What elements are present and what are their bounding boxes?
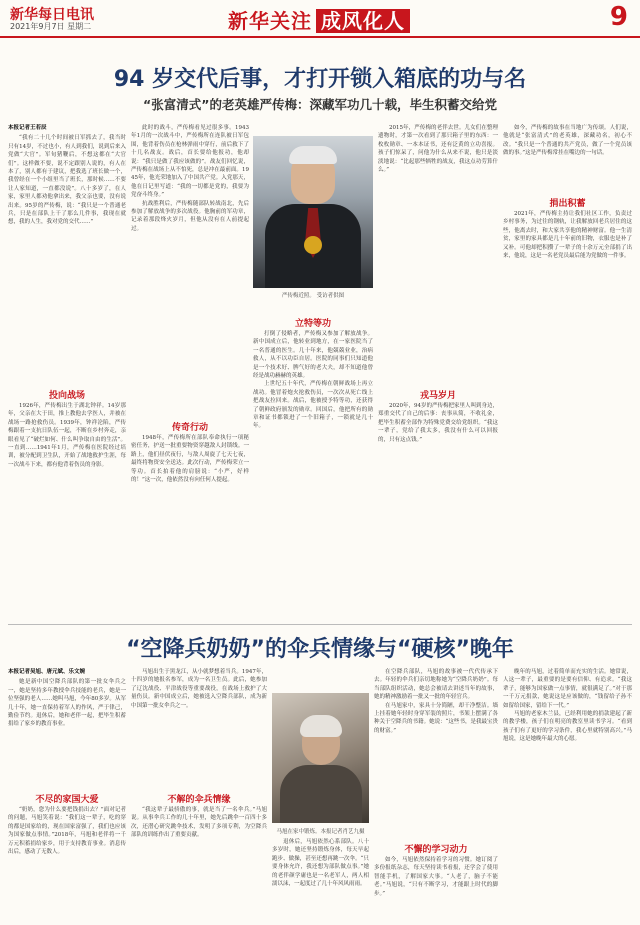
article2-section3-title: 不懈的学习动力 bbox=[404, 845, 468, 855]
article1-col5 bbox=[503, 210, 632, 620]
column-name: 成风化人 bbox=[316, 9, 410, 33]
article1-col5a bbox=[503, 124, 632, 190]
article1-col2 bbox=[131, 124, 249, 409]
article2-col1 bbox=[8, 668, 126, 788]
article1-section5-title: 捐出积蓄 bbox=[549, 199, 586, 209]
article1-col1-text: “我有二十几个时间被日军抓去了，我当时只有14岁，不过也小，有人到我们，说到后来入党做“大官”。军旬猪鞭后，不想这都在“大官们”。这样做不要，说不定跟别人说的，有人在本了，别人都有于建议，把我选了班长做一个，我曾经在一个小组里当了班长，那时候……不要让人家知道，一直都没说”。八十多岁了，在人家，家里人都劝他拿出来，我父亲也要，没有说出来。95岁的严传梅，说：“我只是一个普通老兵，只是在部队上干了那么几件事，我现在就想，我的人生，我对党的交代……” bbox=[8, 135, 126, 226]
article1-col4b bbox=[378, 402, 498, 620]
article2-section1-title: 不尽的家国大爱 bbox=[35, 795, 99, 805]
article1-col2b-text: 1948年，严传梅所在部队奉命执行一项秘密任务，护送一批重要物资穿越敌人封锁线。一路上，他们昼伏夜行，与敌人周旋了七天七夜，最终将物资安全送达。此次行动，严传梅荣立一等功。首长拍着他的肩膀说：“小严，好样的！”这一次，他依然没有向任何人提起。 bbox=[131, 435, 249, 484]
article1-col1 bbox=[8, 124, 126, 382]
article2-col1b-text: “奶奶，您为什么要把钱捐出去？”面对记者的问题，马旭笑着说：“我们这一辈子，吃的穿的都是国家给的，现在国家富强了，我们也应该为国家做点事情。”2018年，马旭和老伴将一千万元积蓄捐给家乡，用于支持教育事业。消息传出后，感动了无数人。 bbox=[8, 807, 126, 856]
article1-col5-p2: 如今，严传梅的故事在当地广为传颂。人们说，他就是“张富清式”的老英雄，深藏功名，初心不改。“我只是一个普通的共产党员，做了一个党员该做的事。”这是严传梅常挂在嘴边的一句话。 bbox=[503, 125, 632, 157]
article2-col2b-text: “我这辈子最骄傲的事，就是当了一名伞兵。”马旭说。从事伞兵工作的几十年里，她先后跳伞一百四十多次，还潜心研究跳伞技术，发明了多项专利，为空降兵部队的训练作出了重要贡献。 bbox=[131, 807, 267, 839]
article1-col4-text: 2015年，严传梅的老伴去世。儿女们在整理遗物时，才第一次看到了那只箱子里的东西：一枚枚勋章、一本本证书，还有泛黄的立功喜报。孩子们惊呆了，问他为什么从来不说，他只是淡淡地说：“比起那些牺牲的战友，我这点功劳算什么。” bbox=[378, 125, 498, 174]
article1-col3b-text: 上世纪五十年代，严传梅在朝鲜战场上再立战功。他冒着炮火抢救伤员，一次次从死亡线上把战友拉回来。战后，他被授予特等功，还获得了朝鲜政府颁发的勋章。回国后，他把所有的勋章和证书都锁进了一个旧箱子，一锁就是几十年。 bbox=[253, 381, 373, 430]
article1-col3-text: 打倒了侵略者，严传梅又参加了解放战争。新中国成立后，他转业到地方，在一家医院当了一名普通的医生。几十年来，他兢兢业业，治病救人，从不以功臣自居。医院的同事们只知道他是一个技术好、脾气好的老大夫，却不知道他曾经是战功赫赫的英雄。 bbox=[253, 331, 373, 380]
article2-col5-text: 晚年的马旭，过着简单而充实的生活。她常说，人这一辈子，最重要的是要有信仰、有追求。“我这辈子，能够为国家做一点事情，就很满足了。”对于那一千万元捐款，她说这是应该做的，“钱留给子孙不如留给国家，留给下一代。” bbox=[503, 669, 632, 709]
section-name: 新华关注 bbox=[228, 9, 312, 33]
article1-col2-text: 此时的战斗，严传梅看见过很多事。1943年1月的一次战斗中，严传梅所在连队被日军包围，他背着伤员在枪林弹雨中穿行，前后救下了十几名战友。战后，首长要给他报功，他却说：“我只是做了我应该做的”。战友们回忆说，严传梅在战场上从不怕死，总是冲在最前面。1945年，他光荣地加入了中国共产党。入党那天，他在日记里写道：“我的一切都是党的，我要为党奋斗终身。” bbox=[131, 125, 249, 199]
article1-section4-title: 戎马岁月 bbox=[419, 391, 456, 401]
article2-col3-text: 退休后，马旭依然心系部队。八十多岁时，她还坚持锻炼身体，每天早起跑步、做操，甚至还想再跳一次伞。“只要身体允许，我还想为部队做点事。”她的老伴颜学庸也是一名老军人，两人相濡以沫，一起度过了几十年风风雨雨。 bbox=[272, 839, 369, 888]
article2-headline: “空降兵奶奶”的伞兵情缘与“硬核”晚年 bbox=[126, 637, 514, 662]
article2-col1-text: 她是新中国空降兵部队的第一批女伞兵之一，她是坚持多年教授伞兵技能的老兵，她是一位坚强的老人……她叫马旭，今年80多岁。从军几十年，她一直保持着军人的作风，严于律己，勤俭节约。退休后，她和老伴一起，把毕生积蓄捐给了家乡的教育事业。 bbox=[8, 679, 126, 728]
article1-col4-p2: 2020年，94岁的严传梅把家里人叫到身边，郑重交代了自己的后事：丧事从简，不收礼金，把毕生积蓄全部作为特殊党费交给党组织。“我这一辈子，党给了我太多，我没有什么可以回报的，只有这点钱。” bbox=[378, 403, 498, 443]
section-title bbox=[228, 5, 410, 34]
article2-col2-text: 马旭出生于黑龙江，从小就梦想着当兵。1947年，十四岁的她报名参军，成为一名卫生员。此后，她参加了辽沈战役、平津战役等重要战役，在战场上救护了大量伤员。新中国成立后，她被选入空降兵部队，成为新中国第一批女伞兵之一。 bbox=[131, 669, 267, 709]
article1-photo-caption: 严传梅近照。 受访者供图 bbox=[281, 293, 345, 299]
medal-icon bbox=[304, 236, 322, 254]
article2-col2 bbox=[131, 668, 267, 786]
article1-section1-title: 投向战场 bbox=[48, 391, 85, 401]
portrait-photo-2 bbox=[272, 693, 369, 823]
article2-section2-title: 不解的伞兵情缘 bbox=[167, 795, 231, 805]
issue-date: 2021年9月7日 星期二 bbox=[10, 22, 92, 31]
section-divider bbox=[8, 624, 632, 625]
article2-col2b bbox=[131, 806, 267, 918]
article1-byline: 本报记者王若辰 bbox=[8, 125, 47, 131]
article2-col4 bbox=[374, 668, 498, 838]
article2-col5 bbox=[503, 668, 632, 918]
newspaper-brand: 新华每日电讯 bbox=[10, 7, 94, 23]
article2-col4-text: 在空降兵部队，马旭的故事被一代代传承下去。年轻的伞兵们亲切地称她为“空降兵奶奶”。每当部队组织活动，她总会被请去讲述当年的故事，她的精神激励着一批又一批的年轻官兵。 bbox=[374, 669, 498, 701]
article1-headline: 94 岁交代后事，才打开锁入箱底的功与名 bbox=[113, 67, 527, 92]
article1-subhead: “张富清式”的老英雄严传梅：深藏军功几十载，毕生积蓄交给党 bbox=[143, 97, 497, 112]
article2-col1b bbox=[8, 806, 126, 918]
article2-col3-p2: 在马旭家中，家具十分简陋，却干净整洁。墙上挂着她年轻时身穿军装的照片，书架上摆满了各种关于空降兵的书籍。她说：“这些书，是我最宝贵的财富。” bbox=[374, 702, 498, 734]
article2-byline: 本报记者吴旭、唐元斌、乐文婉 bbox=[8, 669, 86, 675]
article1-col5-text: 2021年，严传梅主持让我们社区工作，负责过乡村事务，为过往的钢轨，让我解放回老兵居住的这些，他离去时，和大家共享他的精神财富。他一生清贫，家里的家具都是几十年前的旧物，衣服也是补了又补。可他却把积攒了一辈子的十余万元全部捐了出来，他说，这是一名老党员最后能为党做的一件事。 bbox=[503, 211, 632, 260]
portrait-photo bbox=[253, 136, 373, 288]
article2-col4b-text: 如今，马旭依然保持着学习的习惯。她订阅了多份报纸杂志，每天坚持读书看报，还学会了使用智能手机，了解国家大事。“人老了，脑子不能老。”马旭说，“只有不断学习，才能跟上时代的脚步。” bbox=[374, 857, 498, 897]
article1-col2-p2: 抗战胜利后，严传梅随部队转战南北，先后参加了解放战争的多次战役。他胸前的军功章，记录着那段烽火岁月，但他从没有在人前提起过。 bbox=[131, 200, 249, 232]
article2-col5-p2: 马旭的老家木兰县，已经利用她的捐款建起了新的教学楼，孩子们在明亮的教室里读书学习。“看到孩子们有了更好的学习条件，我心里就特别高兴。”马旭说，这是她晚年最大的心愿。 bbox=[503, 711, 632, 743]
article1-section2-title: 传奇行动 bbox=[171, 423, 208, 433]
article2-photo-caption: 马旭在家中锻炼。本报记者肖艺九摄 bbox=[276, 829, 365, 835]
article1-col1b-text: 1926年，严传梅出生于湖北钟祥。14岁那年，父亲在大于田，推上教他去学医人，并被在战场一路抢救伤员。1939年，钟祥沦陷，严传梅跟着一支抗日队伍一起，不断在乡村奔走，亲眼看见了“破烂如何、什么叫争取自由的生活”。一直到……1941年1月，严传梅在医院经过培训，被分配到卫生队，开始了战地救护生涯，每一次战斗下来，都有他背着伤员的身影。 bbox=[8, 403, 126, 468]
article1-col4 bbox=[378, 124, 498, 386]
page-number: 9 bbox=[609, 2, 628, 32]
article2-col3 bbox=[272, 838, 369, 918]
article1-col3 bbox=[253, 330, 373, 620]
article1-col1b bbox=[8, 402, 126, 620]
article1-section3-title: 立特等功 bbox=[294, 319, 331, 329]
masthead bbox=[0, 0, 640, 38]
article2-col4b bbox=[374, 856, 498, 918]
article1-col2b bbox=[131, 434, 249, 620]
